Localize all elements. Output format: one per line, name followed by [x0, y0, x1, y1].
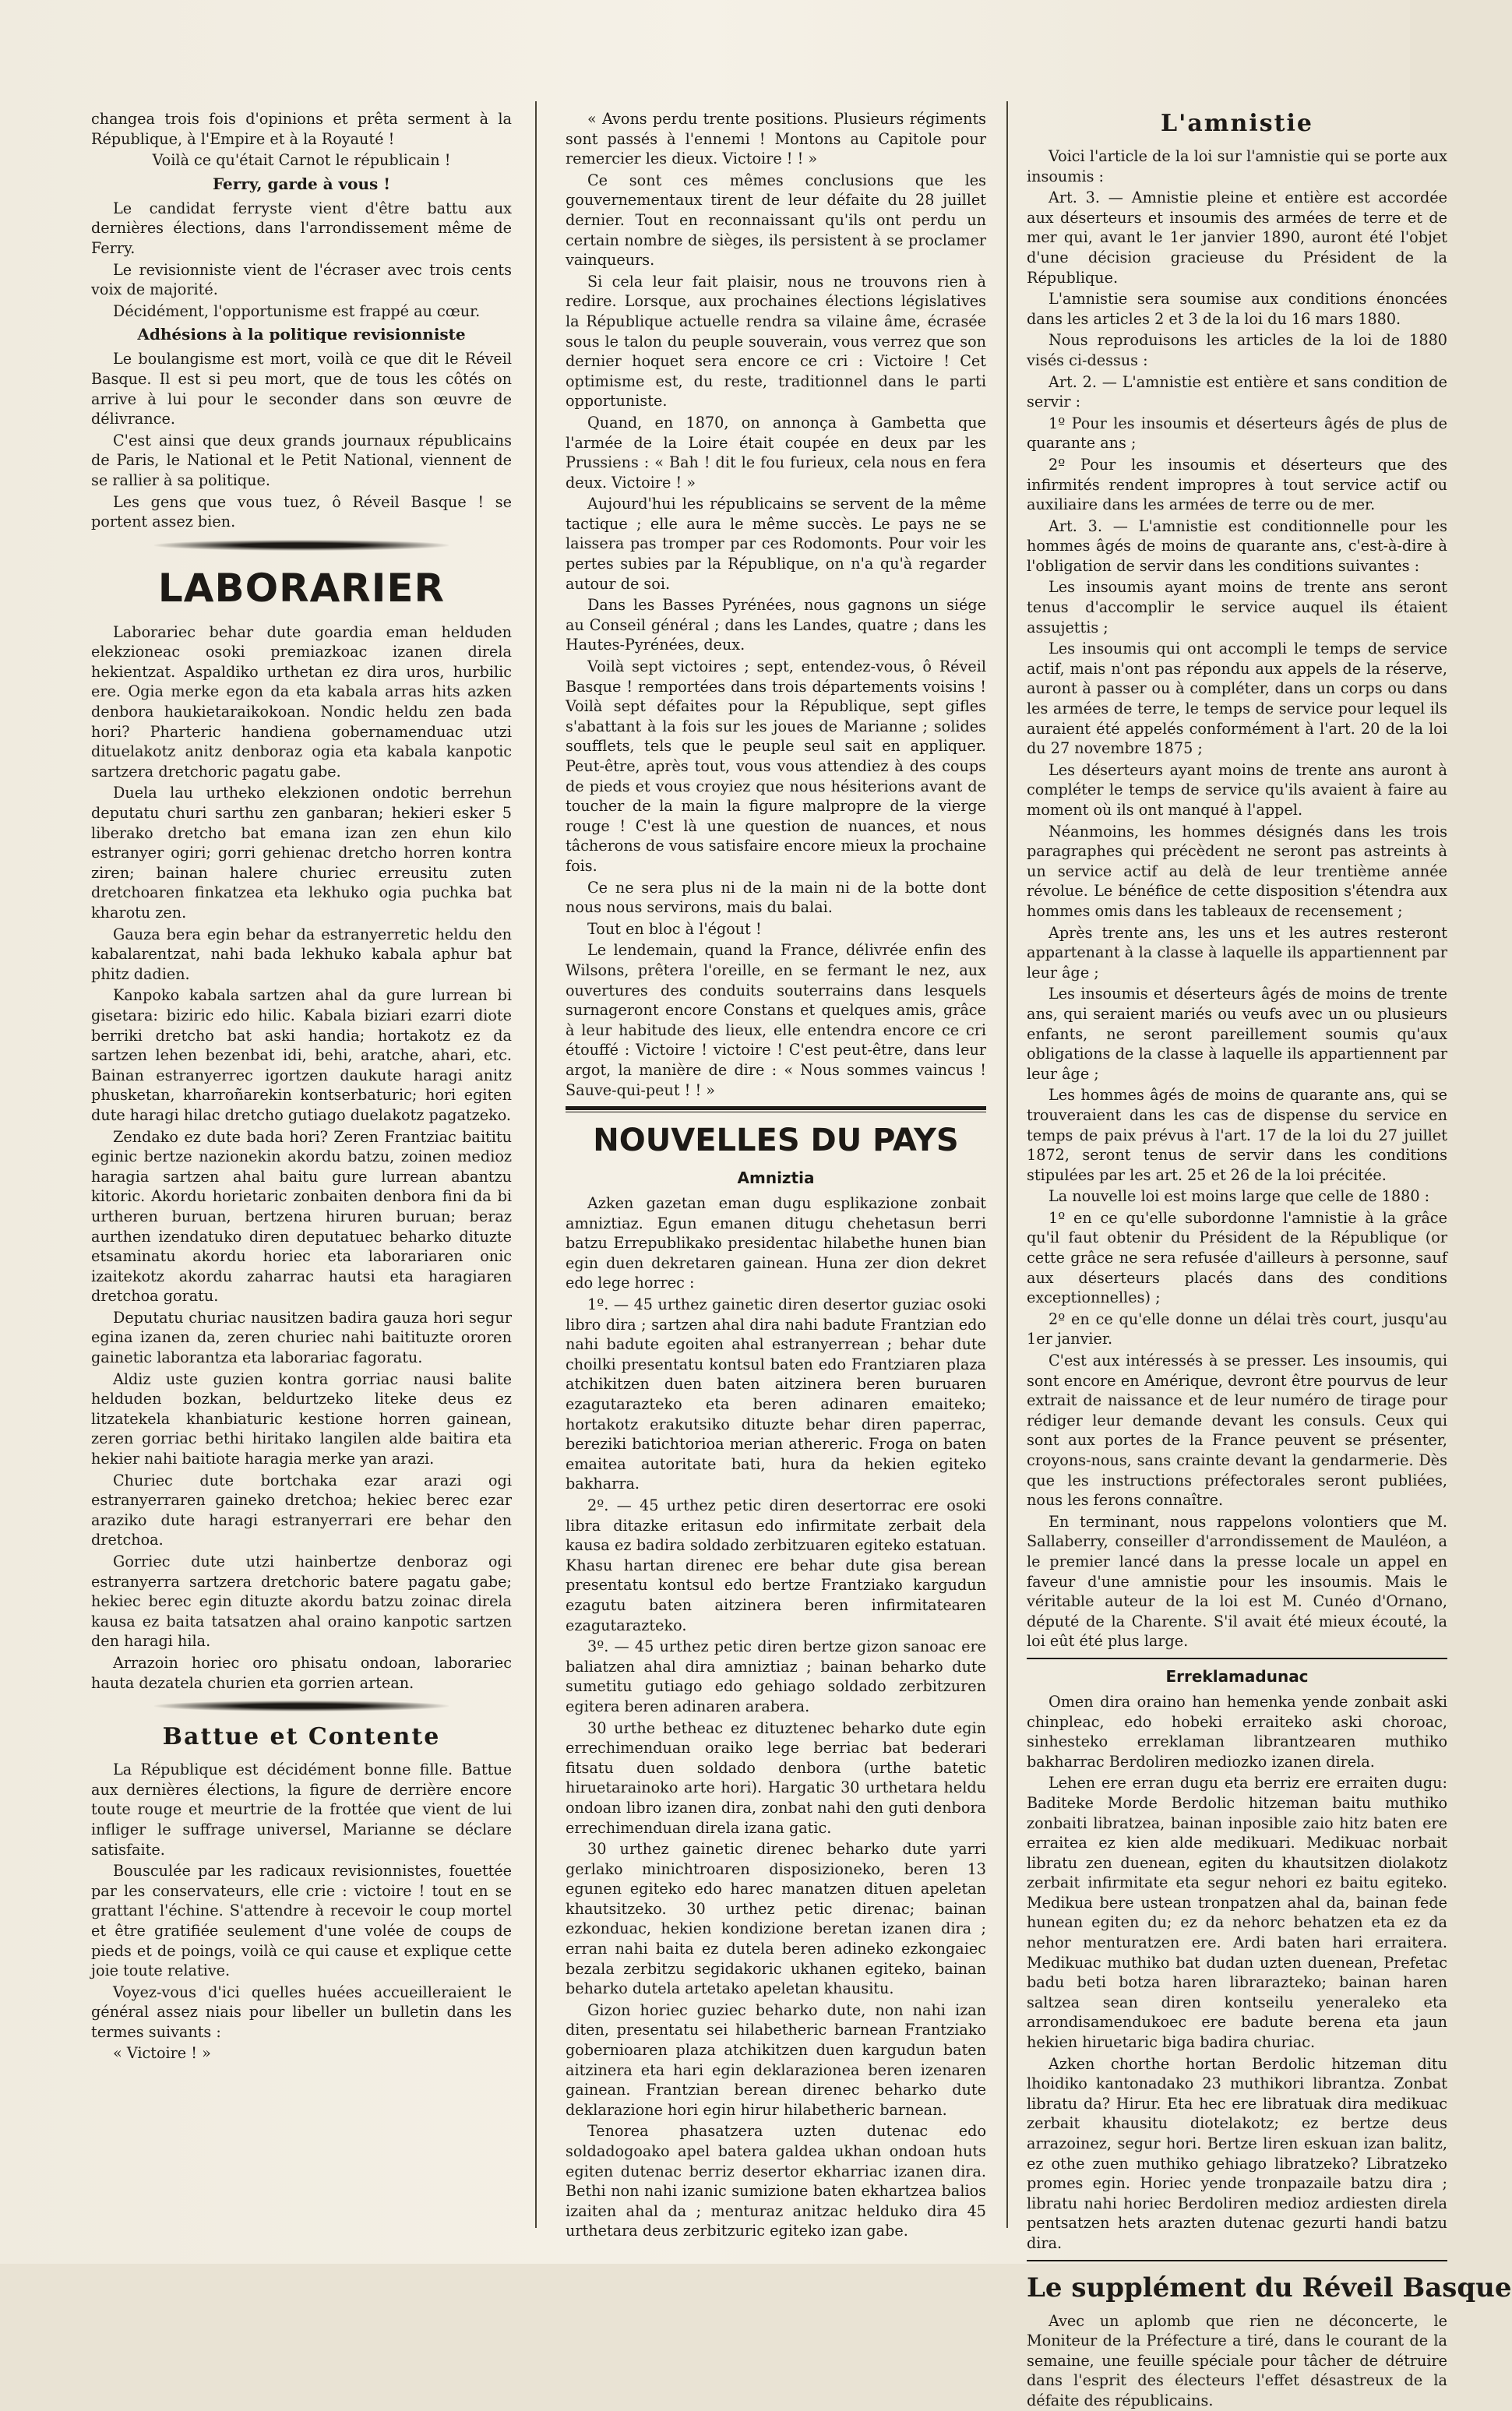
- headline-supplement: Le supplément du Réveil Basque: [1027, 2272, 1512, 2303]
- headline-laborarier: LABORARIER: [157, 565, 446, 611]
- paragraph: Les hommes âgés de moins de quarante ans, qui se trouveraient dans les cas de dispense du service en temps de paix prévus à l'art. 17 de la loi du 27 juillet 1872, seront tenus de servir dans les conditions stipulées par les art. 25 et 26 de la loi précitée.: [1027, 1086, 1447, 1184]
- paragraph: Azken chorthe hortan Berdolic hitzeman ditu lhoidiko kantonadako 23 muthikori librantza. Zonbat libratu da? Hirur. Eta hec ere libratuak dira medikuac zerbait khausitu diotelakotz; ez bertze deus arrazoinez, segur hori. Bertze liren eskuan izan balitz, ez othe zuen muthiko gehiago libratzeko? Libratzeko promes egin. Horiec yende tronpazaile batzu dira ; libratu nahi horiec Berdoliren medioz ardiesten direla pentsatzen hets arazten dutenac gezurti handi batzu dira.: [1027, 2054, 1447, 2252]
- paragraph: Gorriec dute utzi hainbertze denboraz ogi estranyerra sartzera dretchoric batere pagatu gabe; hekiec berec egin dituzte akordu batzu zoinac direla kausa ez baita tatsatzen ahal oraino kanpotic sartzen den haragi hila.: [91, 1553, 512, 1651]
- paragraph: Le lendemain, quand la France, délivrée enfin des Wilsons, prêtera l'oreille, en se fermant le nez, aux ouvertures des conduits souterrains dans lesquels surnageront encore Constans et quelques amis, grâce à leur habitude des lieux, elle entendra encore ce cri étouffé : Victoire ! victoire ! C'est peut-être, dans leur argot, la manière de dire : « Nous sommes vaincus ! Sauve-qui-peut ! ! »: [566, 941, 986, 1099]
- column-right: [1027, 109, 1512, 2409]
- paragraph: Art. 3. — L'amnistie est conditionnelle pour les hommes âgés de moins de quarante ans, c'est-à-dire à l'obligation de servir dans les conditions suivantes :: [1027, 516, 1447, 575]
- headline-erreklamadunac: Erreklamadunac: [1165, 1666, 1309, 1686]
- paragraph: Le boulangisme est mort, voilà ce que dit le Réveil Basque. Il est si peu mort, que de tous les côtés on arrive à lui pour le seconder dans son œuvre de délivrance.: [91, 350, 512, 428]
- column-left: [91, 109, 512, 2228]
- paragraph: changea trois fois d'opinions et prêta serment à la République, à l'Empire et à la Royauté !: [91, 110, 512, 148]
- paragraph: Les insoumis qui ont accompli le temps de service actif, mais n'ont pas répondu aux appels de la réserve, auront à passer ou à compléter, dans un corps ou dans les armées de terre, le temps de service pour lequel ils auraient été appelés conformément à l'art. 20 de la loi du 27 novembre 1875 ;: [1027, 640, 1447, 758]
- paragraph: Churiec dute bortchaka ezar arazi ogi estranyerraren gaineko dretchoa; hekiec berec ezar araziko dute haragi estranyerrari ere behar den dretchoa.: [91, 1471, 512, 1549]
- paragraph: La République est décidément bonne fille. Battue aux dernières élections, la figure de derrière encore toute rouge et meurtrie de la frottée que vient de lui infliger le suffrage universel, Marianne se déclare satisfaite.: [91, 1761, 512, 1859]
- paragraph: Ce ne sera plus ni de la main ni de la botte dont nous nous servirons, mais du balai.: [566, 878, 986, 917]
- paragraph: 2º Pour les insoumis et déserteurs que des infirmités rendent impropres à tout service actif ou auxiliaire dans les armées de terre ou de mer.: [1027, 455, 1447, 514]
- paragraph: « Avons perdu trente positions. Plusieurs régiments sont passés à l'ennemi ! Montons au Capitole pour remercier les dieux. Victoire ! ! »: [566, 110, 986, 168]
- paragraph: Le revisionniste vient de l'écraser avec trois cents voix de majorité.: [91, 260, 512, 299]
- paragraph: 2º. — 45 urthez petic diren desertorrac ere osoki libra ditazke eritasun edo infirmitate zerbait dela kausa ez badira soldado zerbitzuaren egiteko estatuan. Khasu hartan direnec ere behar dute gisa berean presentatu kontsul edo bertze Frantziako kargudun ezagutu baten aitzinera beren infirmitatearen ezagutarazteko.: [566, 1496, 986, 1634]
- paragraph: Avec un aplomb que rien ne déconcerte, le Moniteur de la Préfecture a tiré, dans le courant de la semaine, une feuille spéciale pour tâcher de détruire dans l'esprit des électeurs l'effet désastreux de la défaite des républicains.: [1027, 2311, 1447, 2409]
- headline-adhesions: Adhésions à la politique revisionniste: [137, 325, 466, 344]
- paragraph: En terminant, nous rappelons volontiers que M. Sallaberry, conseiller d'arrondissement de Mauléon, a le premier lancé dans la presse locale un appel en faveur d'une amnistie pour les insoumis. Mais le véritable auteur de la loi est M. Cunéo d'Ornano, député de la Charente. S'il avait été mieux écouté, la loi eût été plus large.: [1027, 1512, 1447, 1651]
- paragraph: Duela lau urtheko elekzionen ondotic berrehun deputatu churi sarthu zen ganbaran; hekieri esker 5 liberako dretcho bat emana izan zen ehun kilo estranyer ogiri; gorri gehienac dretcho horren kontra ziren; bainan halere churiec erreusitu zuten dretchoaren finkatzea eta lekhuko ogia puchka bat kharotu zen.: [91, 784, 512, 922]
- paragraph: La nouvelle loi est moins large que celle de 1880 :: [1049, 1187, 1430, 1206]
- paragraph: Néanmoins, les hommes désignés dans les trois paragraphes qui précèdent ne seront pas astreints à un service actif au delà de leur trentième année révolue. Le bénéfice de cette disposition s'étendra aux hommes omis dans les tableaux de recensement ;: [1027, 822, 1447, 920]
- paragraph: Gizon horiec guziec beharko dute, non nahi izan diten, presentatu sei hilabetheric barnean Frantziako gobernioaren plaza atchikitzen duen kargudun baten aitzinera eta hari egin deklarazionea beren izenaren gainean. Frantzian berean direnec beharko dute deklarazione hori egin hirur hilabetheric barnean.: [566, 2000, 986, 2119]
- paragraph: Si cela leur fait plaisir, nous ne trouvons rien à redire. Lorsque, aux prochaines élections législatives la République actuelle rendra sa vilaine âme, écrasée sous le talon du peuple souverain, vous verrez que son dernier hoquet sera encore ce cri : Victoire ! Cet optimisme est, du reste, traditionnel dans le parti opportuniste.: [566, 272, 986, 411]
- paragraph: Décidément, l'opportunisme est frappé au cœur.: [113, 301, 481, 320]
- paragraph: Ce sont ces mêmes conclusions que les gouvernementaux tirent de leur défaite du 28 juillet dernier. Tout en reconnaissant qu'ils ont perdu un certain nombre de sièges, ils persistent à se proclamer vainqueurs.: [566, 171, 986, 270]
- paragraph: Après trente ans, les uns et les autres resteront appartenant à la classe à laquelle ils appartiennent par leur âge ;: [1027, 923, 1447, 982]
- paragraph: 1º. — 45 urthez gainetic diren desertor guziac osoki libro dira ; sartzen ahal dira nahi badute Frantzian edo nahi badute egoiten ahal estranyerrean ; behar dute choilki presentatu kontsul baten edo Frantziaren plaza atchikitzen duen baten aitzinera beren buruaren ezagutarazteko eta beren adinaren emaiteko; hortakotz erakutsiko dituzte behar diren paperrac, bereziki batichtorioa merian athereric. Froga on baten emaitea autoritate bati, hura da hekien egiteko bakharra.: [566, 1295, 986, 1493]
- headline-ferry: Ferry, garde à vous !: [212, 174, 391, 193]
- paragraph: Voilà sept victoires ; sept, entendez-vous, ô Réveil Basque ! remportées dans trois départements voisins ! Voilà sept défaites pour la République, sept gifles s'abattant à la fois sur les joues de Marianne ; solides soufflets, tels que le peuple seul sait en appliquer. Peut-être, après tout, vous vous attendiez à des coups de pieds et vous croyiez que nous hésiterions avant de toucher de la main la figure malpropre de la vierge rouge ! C'est là une question de nuances, et nous tâcherons de vous satisfaire encore mieux la prochaine fois.: [566, 657, 986, 875]
- paragraph: Aujourd'hui les républicains se servent de la même tactique ; elle aura le même succès. Le pays ne se laissera pas tromper par ces Rodomonts. Pour voir les pertes subies par la République, on n'a qu'à regarder autour de soi.: [566, 495, 986, 593]
- paragraph: Nous reproduisons les articles de la loi de 1880 visés ci-dessus :: [1027, 331, 1447, 369]
- section-rule: [1027, 1658, 1447, 1659]
- paragraph: Arrazoin horiec oro phisatu ondoan, laborariec hauta dezatela churien eta gorrien artean.: [91, 1653, 512, 1692]
- paragraph: Dans les Basses Pyrénées, nous gagnons un siége au Conseil général ; dans les Landes, quatre ; dans les Hautes-Pyrénées, deux.: [566, 596, 986, 654]
- paragraph: Art. 2. — L'amnistie est entière et sans condition de servir :: [1027, 372, 1447, 411]
- paragraph: Tout en bloc à l'égout !: [587, 919, 762, 938]
- paragraph: Lehen ere erran dugu eta berriz ere erraiten dugu: Baditeke Morde Berdolic hitzeman baitu muthiko zonbaiti libratzea, bainan inposible zaio hitz baten ere erraitea ez kien alde medikuari. Medikuac norbait libratu zen duenean, egiten du khautsitzen diolakotz zerbait infirmitate eta segur nehori ez baitu egiteko. Medikua bere ustean tronpatzen ahal da, bainan fede hunean egiten du; ez da nehorc behatzen eta ez da nehor menturatzen ere. Ardi baten hari erraitera. Medikuac muthiko bat dudan uzten duenean, Prefetac badu beti botza haren librarazteko; bainan haren saltzea sean diren kontseilu yeneraleko eta arrondisamendukoec ere badute berena eta jaun hekien hiruetaric biga badira churiac.: [1027, 1774, 1447, 2052]
- headline-amnistie: L'amnistie: [1161, 110, 1313, 137]
- column-middle: [566, 109, 986, 2240]
- paragraph: 1º Pour les insoumis et déserteurs âgés de plus de quarante ans ;: [1027, 414, 1447, 453]
- paragraph: 1º en ce qu'elle subordonne l'amnistie à la grâce qu'il faut obtenir du Président de la République (or cette grâce ne sera refusée d'ailleurs à personne, sauf aux déserteurs placés dans des conditions exceptionnelles) ;: [1027, 1208, 1447, 1307]
- paragraph: Voyez-vous d'ici quelles huées accueilleraient le général assez niais pour libeller un bulletin dans les termes suivants :: [91, 1983, 512, 2041]
- paragraph: Deputatu churiac nausitzen badira gauza hori segur egina izanen da, zeren churiec nahi baitituzte ororen gainetic laborantza eta laborariac fagoratu.: [91, 1308, 512, 1367]
- paragraph: Les gens que vous tuez, ô Réveil Basque ! se portent assez bien.: [91, 492, 512, 531]
- paragraph: Bousculée par les radicaux revisionnistes, fouettée par les conservateurs, elle crie : victoire ! tout en se grattant l'échine. S'attendre à recevoir le coup mortel et être gratifiée seulement d'une volée de coups de pieds et de poings, voilà ce qui cause et explique cette joie toute relative.: [91, 1862, 512, 1980]
- paragraph: Art. 3. — Amnistie pleine et entière est accordée aux déserteurs et insoumis des armées de terre et de mer qui, avant le 1er janvier 1890, auront été l'objet d'une décision gracieuse du Président de la République.: [1027, 189, 1447, 287]
- headline-amniztia: Amniztia: [737, 1168, 815, 1188]
- paragraph: C'est ainsi que deux grands journaux républicains de Paris, le National et le Petit National, viennent de se rallier à sa politique.: [91, 431, 512, 489]
- paragraph: Voilà ce qu'était Carnot le républicain !: [152, 151, 451, 170]
- paragraph: Zendako ez dute bada hori? Zeren Frantziac baititu eginic bertze nazionekin akordu batzu, zoinen medioz haragia sartzen ahal baitu gure lurrean abantzu kitoric. Akordu horietaric zonbaiten denbora fini da bi urtheren buruan, bertzena hiruren buruan; beraz aurthen izendatuko diren deputatuec beharko dituzte etsaminatu akordu horiec eta laborariaren onic izaitekotz akordu zaharrac hautsi eta haragiaren dretchoa goratu.: [91, 1127, 512, 1306]
- ornamental-rule: [154, 540, 449, 551]
- paragraph: « Victoire ! »: [113, 2044, 211, 2063]
- paragraph: Les insoumis et déserteurs âgés de moins de trente ans, qui seraient mariés ou veufs avec un ou plusieurs enfants, ne seront pareillement soumis qu'aux obligations de la classe à laquelle ils appartiennent par leur âge ;: [1027, 985, 1447, 1083]
- ornamental-rule: [154, 1701, 449, 1711]
- column-divider: [1006, 101, 1008, 2228]
- paragraph: Azken gazetan eman dugu esplikazione zonbait amniztiaz. Egun emanen ditugu chehetasun berri batzu Errepublikako presidentac hilabethe hunen bian egin duen dekretaren gainean. Huna zer dion dekret edo lege horrec :: [566, 1194, 986, 1292]
- section-rule: [566, 1106, 986, 1110]
- paragraph: Laborariec behar dute goardia eman helduden elekzioneac osoki premiazkoac izanen direla hekientzat. Aspaldiko urthetan ez dira uros, hurbilic ere. Ogia merke egon da eta kabala arras hits azken denbora haukietaraikokoan. Nondic heldu zen bada hori? Pharteric handiena gobernamenduac utzi dituelakotz anitz denboraz ogia eta kabala kanpotic sartzera dretchoric pagatu gabe.: [91, 622, 512, 781]
- headline-battue: Battue et Contente: [162, 1723, 441, 1751]
- paragraph: Les déserteurs ayant moins de trente ans auront à compléter le temps de service qu'ils avaient à faire au moment où ils ont manqué à l'appel.: [1027, 760, 1447, 819]
- paragraph: L'amnistie sera soumise aux conditions énoncées dans les articles 2 et 3 de la loi du 16 mars 1880.: [1027, 290, 1447, 328]
- paragraph: Gauza bera egin behar da estranyerretic heldu den kabalarentzat, nahi bada lekhuko kabala aphur bat phitz dadien.: [91, 925, 512, 983]
- paragraph: Le candidat ferryste vient d'être battu aux dernières élections, dans l'arrondissement même de Ferry.: [91, 199, 512, 257]
- paragraph: 30 urthez gainetic direnec beharko dute yarri gerlako minichtroaren disposizioneko, beren 13 egunen egiteko edo harec manatzen dituen apeletan khautsitzeko. 30 urthez petic direnac; bainan ezkonduac, hekien kondizione beretan izanen dira ; erran nahi baita ez dutela beren adineko ezkongaiec bezala zerbitzu segidakoric ukhanen egiteko, bainan beharko dutela artetako apeletan khausitu.: [566, 1840, 986, 1998]
- paragraph: 3º. — 45 urthez petic diren bertze gizon sanoac ere baliatzen ahal dira amniztiaz ; bainan beharko dute sumetitu gutiago edo gehiago soldado zerbitzuren egitera beren adinaren arabera.: [566, 1637, 986, 1715]
- paragraph: Omen dira oraino han hemenka yende zonbait aski chinpleac, edo hobeki erraiteko aski choroac, sinhesteko erreklaman librantzearen muthiko bakharrac Berdoliren mediozko izanen direla.: [1027, 1692, 1447, 1771]
- paragraph: 30 urthe betheac ez dituztenec beharko dute egin errechimenduan oraiko lege berriac bat bederari fitsatu duen soldado denbora (urthe batetic hiruetarainoko arte hori). Hargatic 30 urthetara heldu ondoan libro izanen dira, zonbat nahi den guti denbora errechimenduan direla izana gatic.: [566, 1718, 986, 1837]
- paragraph: Aldiz uste guzien kontra gorriac nausi balite helduden bozkan, beldurtzeko liteke deus ez litzatekela khanbiaturic kestione horren gainean, zeren gorriac bethi hiritako langilen alde baitira eta hekier nahi baitiote haragia merke yan arazi.: [91, 1369, 512, 1468]
- paragraph: Kanpoko kabala sartzen ahal da gure lurrean bi gisetara: biziric edo hilic. Kabala biziari ezarri diote berriki dretcho bat aski handia; hortakotz ez da sartzen lehen bezenbat idi, behi, aratche, ahari, etc. Bainan estranyerrec igortzen daukute haragi anitz phusketan, kharroñarekin kontserbaturic; hori egiten dute haragi hilac dretcho gutiago duelakotz pagatzeko.: [91, 986, 512, 1124]
- paragraph: 2º en ce qu'elle donne un délai très court, jusqu'au 1er janvier.: [1027, 1309, 1447, 1348]
- paragraph: C'est aux intéressés à se presser. Les insoumis, qui sont encore en Amérique, devront être pourvus de leur extrait de naissance et de leur numéro de tirage pour rédiger leur demande devant les consuls. Ceux qui sont aux portes de la France peuvent se présenter, croyons-nous, sans crainte devant la gendarmerie. Dès que les instructions préfectorales seront publiées, nous les ferons connaître.: [1027, 1352, 1447, 1510]
- section-rule: [1027, 2260, 1447, 2261]
- headline-nouvelles: NOUVELLES DU PAYS: [593, 1123, 959, 1159]
- paragraph: Les insoumis ayant moins de trente ans seront tenus d'accomplir le service auquel ils étaient assujettis ;: [1027, 578, 1447, 636]
- paragraph: Tenorea phasatzera uzten dutenac edo soldadogoako apel batera galdea ukhan ondoan huts egiten dutenac berriz desertor ekharriac izanen dira. Bethi non nahi izanic sumizione baten ekhartzea balios izaiten ahal da ; menturaz anitzac helduko dira 45 urthetara deus zerbitzuric egiteko izan gabe.: [566, 2122, 986, 2240]
- paragraph: Voici l'article de la loi sur l'amnistie qui se porte aux insoumis :: [1027, 147, 1447, 185]
- column-divider: [535, 101, 537, 2228]
- paragraph: Quand, en 1870, on annonça à Gambetta que l'armée de la Loire était coupée en deux par les Prussiens : « Bah ! dit le fou furieux, cela nous en fera deux. Victoire ! »: [566, 413, 986, 492]
